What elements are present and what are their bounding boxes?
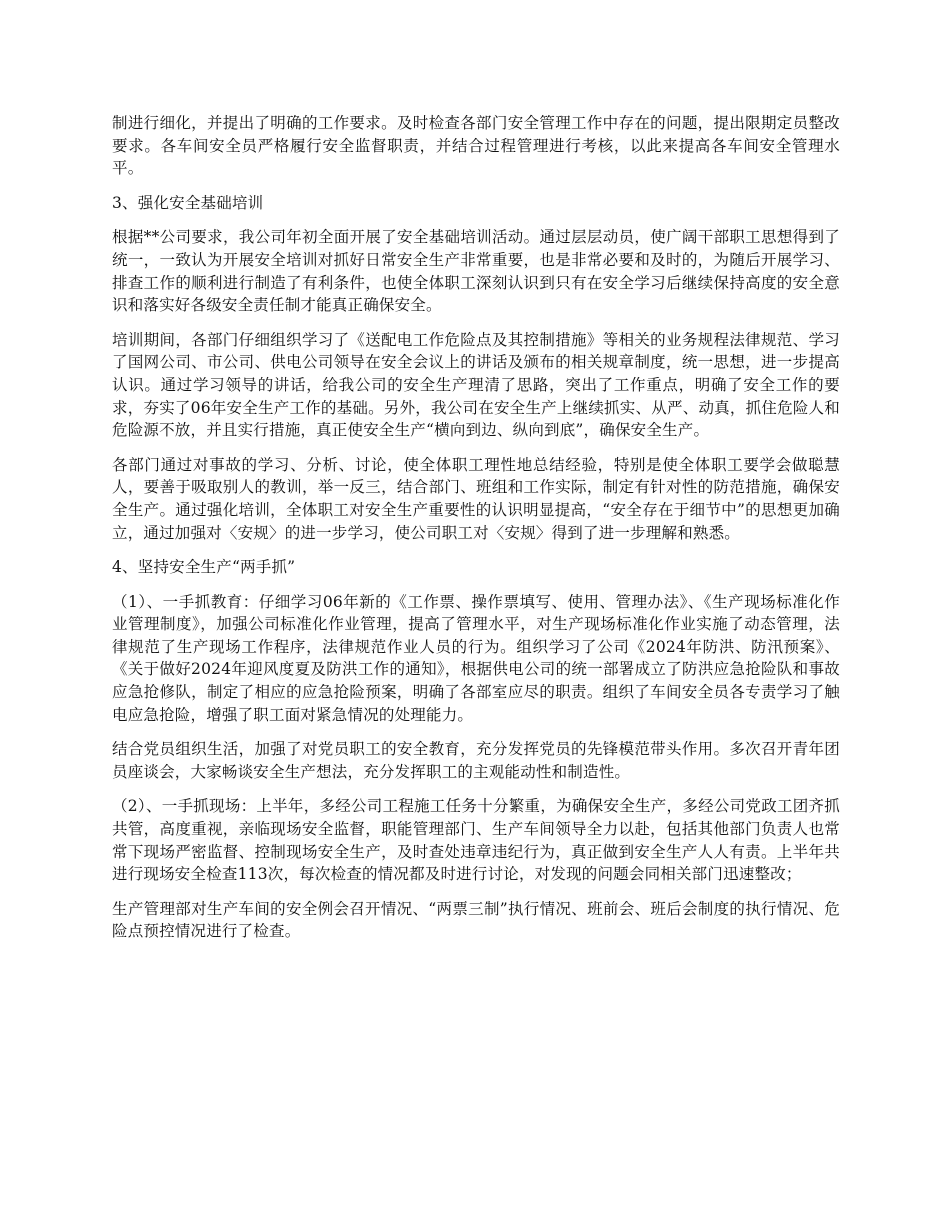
paragraph-inspection: 生产管理部对生产车间的安全例会召开情况、“两票三制”执行情况、班前会、班后会制度的执行情况、危险点预控情况进行了检查。 xyxy=(112,899,840,941)
paragraph-training-period: 培训期间，各部门仔细组织学习了《送配电工作危险点及其控制措施》等相关的业务规程法律规范、学习了国网公司、市公司、供电公司领导在安全会议上的讲话及颁布的相关规章制度，统一思想，进一步提高认识。通过学习领导的讲话，给我公司的安全生产理清了思路，突出了工作重点，明确了安全工作的要求，夯实了06年安全生产工作的基础。另外，我公司在安全生产上继续抓实、从严、动真，抓住危险人和危险源不放，并且实行措施，真正使安全生产“横向到边、纵向到底”，确保安全生产。 xyxy=(112,330,840,440)
paragraph-onsite: （2）、一手抓现场：上半年，多经公司工程施工任务十分繁重，为确保安全生产，多经公司党政工团齐抓共管，高度重视，亲临现场安全监督，职能管理部门、生产车间领导全力以赴，包括其他部门负责人也常常下现场严密监督、控制现场安全生产，及时查处违章违纪行为，真正做到安全生产人人有责。上半年共进行现场安全检查113次，每次检查的情况都及时进行讨论，对发现的问题会同相关部门迅速整改； xyxy=(112,797,840,884)
paragraph-education: （1）、一手抓教育：仔细学习06年新的《工作票、操作票填写、使用、管理办法》、《生产现场标准化作业管理制度》，加强公司标准化作业管理，提高了管理水平，对生产现场标准化作业实施了动态管理，法律规范了生产现场工作程序，法律规范作业人员的行为。组织学习了公司《2024年防洪、防汛预案》、《关于做好2024年迎风度夏及防洪工作的通知》，根据供电公司的统一部署成立了防洪应急抢险队和事故应急抢修队，制定了相应的应急抢险预案，明确了各部室应尽的职责。组织了车间安全员各专责学习了触电应急抢险，增强了职工面对紧急情况的处理能力。 xyxy=(112,592,840,724)
paragraph-safety-management: 制进行细化，并提出了明确的工作要求。及时检查各部门安全管理工作中存在的问题，提出限期定员整改要求。各车间安全员严格履行安全监督职责，并结合过程管理进行考核，以此来提高各车间安全管理水平。 xyxy=(112,114,840,178)
heading-safety-training: 3、强化安全基础培训 xyxy=(112,193,264,212)
paragraph-party-members: 结合党员组织生活，加强了对党员职工的安全教育，充分发挥党员的先锋模范带头作用。多次召开青年团员座谈会，大家畅谈安全生产想法，充分发挥职工的主观能动性和制造性。 xyxy=(112,740,840,781)
document-page xyxy=(112,112,840,955)
paragraph-training-campaign: 根据**公司要求，我公司年初全面开展了安全基础培训活动。通过层层动员，使广阔干部职工思想得到了统一，一致认为开展安全培训对抓好日常安全生产非常重要，也是非常必要和及时的，为随后开展学习、排查工作的顺利进行制造了有利条件，也使全体职工深刻认识到只有在安全学习后继续保持高度的安全意识和落实好各级安全责任制才能真正确保安全。 xyxy=(112,228,840,315)
heading-two-hands: 4、坚持安全生产“两手抓” xyxy=(112,558,296,577)
paragraph-accident-learning: 各部门通过对事故的学习、分析、讨论，使全体职工理性地总结经验，特别是使全体职工要学会做聪慧人，要善于吸取别人的教训，举一反三，结合部门、班组和工作实际，制定有针对性的防范措施，确保安全生产。通过强化培训，全体职工对安全生产重要性的认识明显提高，“安全存在于细节中”的思想更加确立，通过加强对〈安规〉的进一步学习，使公司职工对〈安规〉得到了进一步理解和熟悉。 xyxy=(112,455,840,542)
